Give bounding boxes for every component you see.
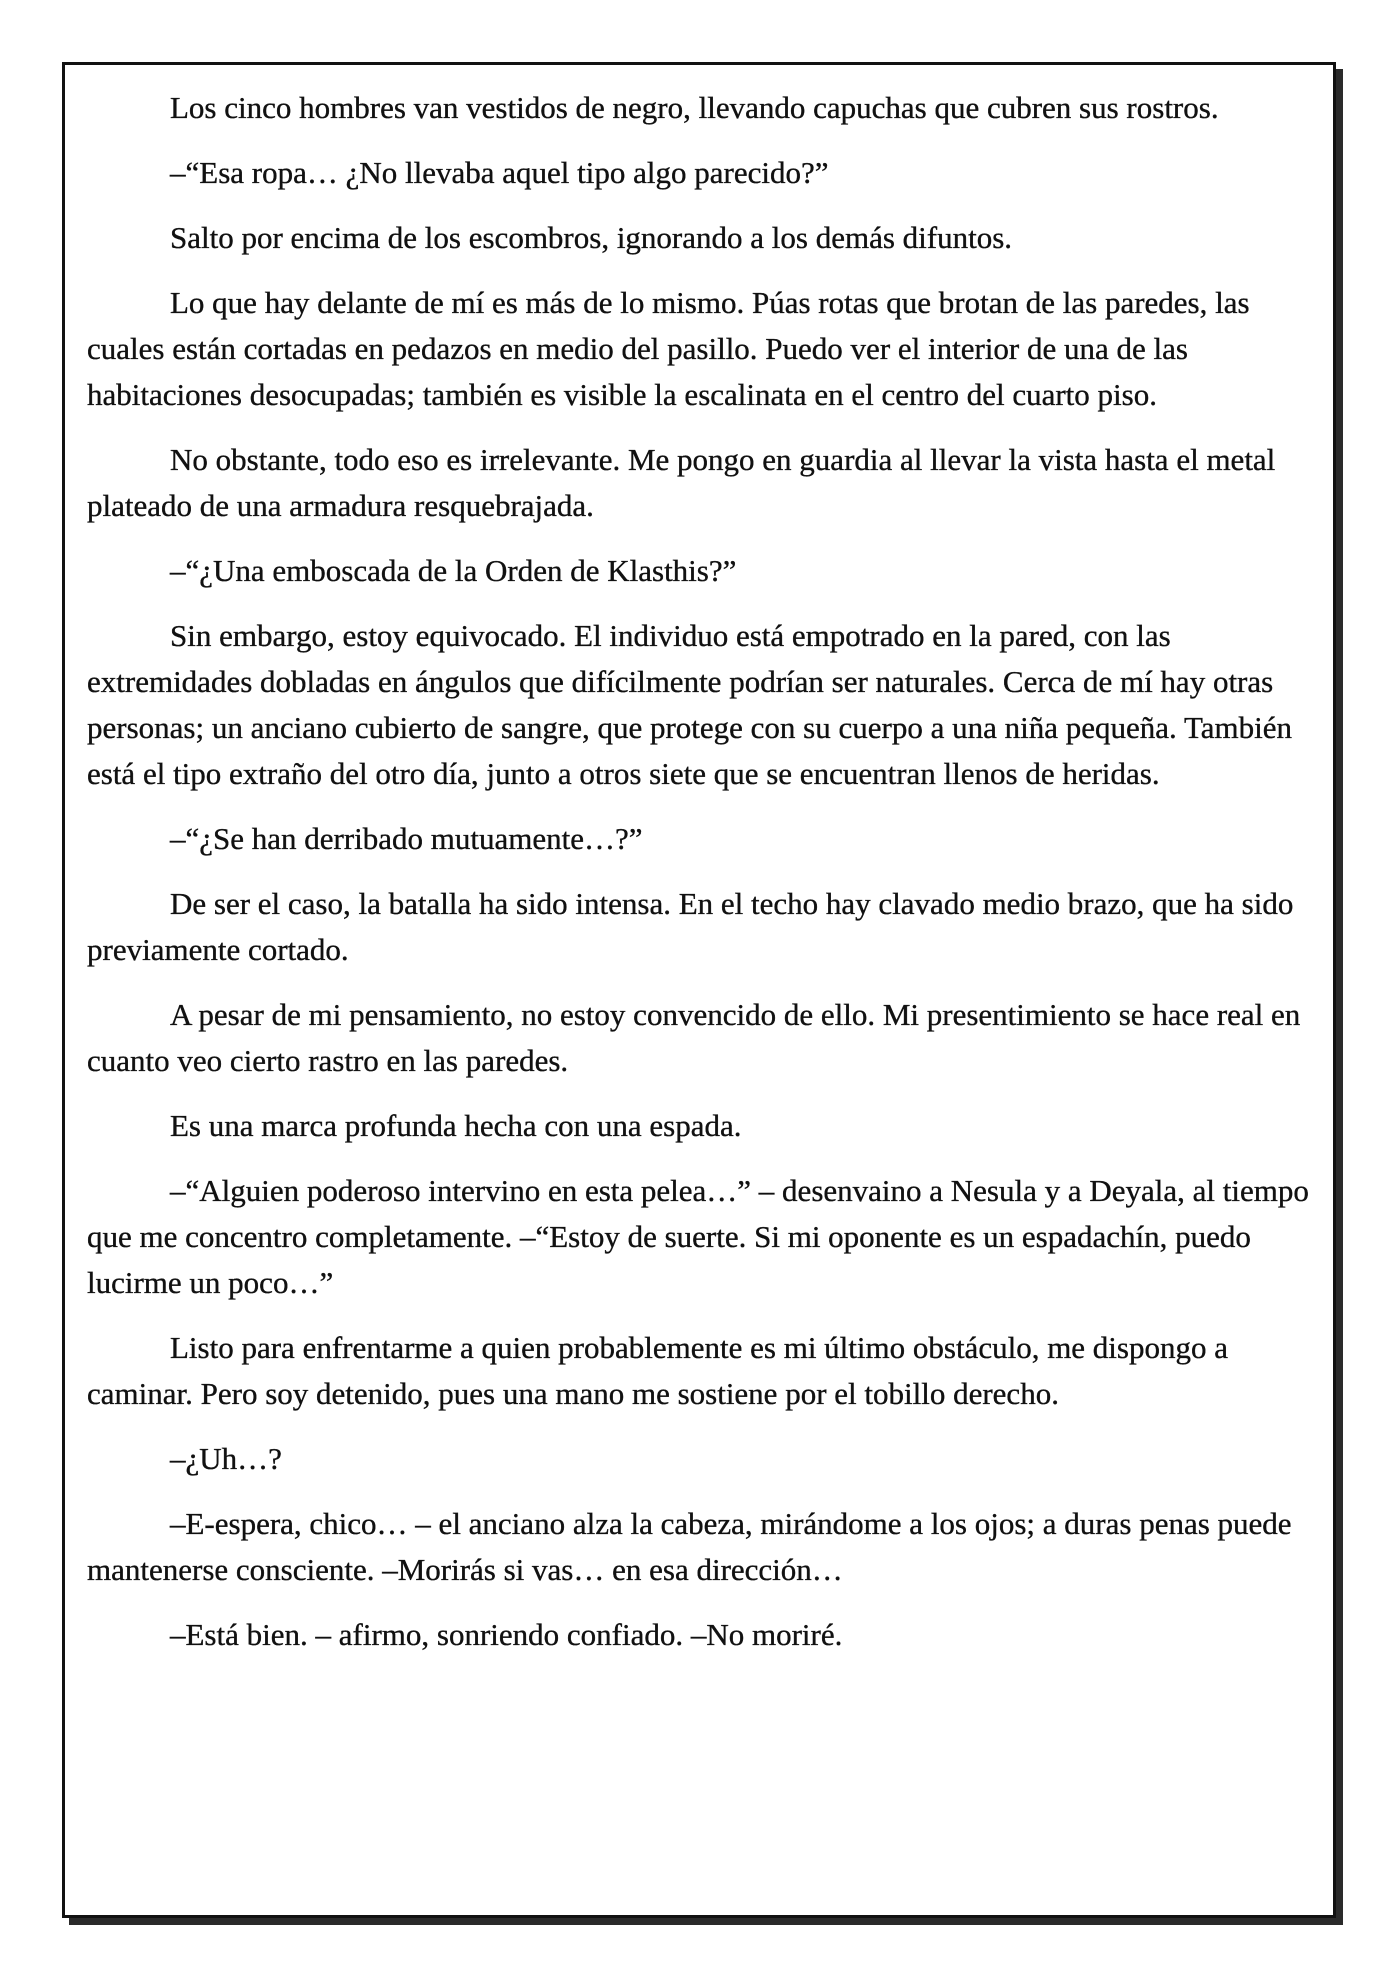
paragraph-14: –¿Uh…? bbox=[170, 1441, 282, 1476]
paragraph-6: –“¿Una emboscada de la Orden de Klasthis?” bbox=[170, 553, 737, 588]
paragraph-7: Sin embargo, estoy equivocado. El individuo está empotrado en la pared, con las extremidades dobladas en ángulos que difícilmente podrían ser naturales. Cerca de mí hay otras personas; un anciano cubierto de sangre, que protege con su cuerpo a una niña pequeña. También está el tipo extraño del otro día, junto a otros siete que se encuentran llenos de heridas. bbox=[87, 618, 1292, 791]
document-body bbox=[87, 85, 1313, 1677]
paragraph-5: No obstante, todo eso es irrelevante. Me pongo en guardia al llevar la vista hasta el metal plateado de una armadura resquebrajada. bbox=[87, 442, 1276, 523]
paragraph-9: De ser el caso, la batalla ha sido intensa. En el techo hay clavado medio brazo, que ha sido previamente cortado. bbox=[87, 886, 1294, 967]
page-frame bbox=[62, 62, 1336, 1918]
paragraph-16: –Está bien. – afirmo, sonriendo confiado. –No moriré. bbox=[170, 1617, 843, 1652]
paragraph-3: Salto por encima de los escombros, ignorando a los demás difuntos. bbox=[170, 220, 1013, 255]
paragraph-11: Es una marca profunda hecha con una espada. bbox=[170, 1108, 742, 1143]
paragraph-15: –E-espera, chico… – el anciano alza la cabeza, mirándome a los ojos; a duras penas puede mantenerse consciente. –Morirás si vas… en esa dirección… bbox=[87, 1506, 1292, 1587]
paragraph-2: –“Esa ropa… ¿No llevaba aquel tipo algo parecido?” bbox=[170, 155, 829, 190]
paragraph-1: Los cinco hombres van vestidos de negro, llevando capuchas que cubren sus rostros. bbox=[170, 90, 1219, 125]
paragraph-13: Listo para enfrentarme a quien probablemente es mi último obstáculo, me dispongo a caminar. Pero soy detenido, pues una mano me sostiene por el tobillo derecho. bbox=[87, 1330, 1228, 1411]
paragraph-10: A pesar de mi pensamiento, no estoy convencido de ello. Mi presentimiento se hace real en cuanto veo cierto rastro en las paredes. bbox=[87, 997, 1301, 1078]
paragraph-12: –“Alguien poderoso intervino en esta pelea…” – desenvaino a Nesula y a Deyala, al tiempo que me concentro completamente. –“Estoy de suerte. Si mi oponente es un espadachín, puedo lucirme un poco…” bbox=[87, 1173, 1309, 1300]
paragraph-4: Lo que hay delante de mí es más de lo mismo. Púas rotas que brotan de las paredes, las cuales están cortadas en pedazos en medio del pasillo. Puedo ver el interior de una de las habitaciones desocupadas; también es visible la escalinata en el centro del cuarto piso. bbox=[87, 285, 1250, 412]
paragraph-8: –“¿Se han derribado mutuamente…?” bbox=[170, 821, 643, 856]
